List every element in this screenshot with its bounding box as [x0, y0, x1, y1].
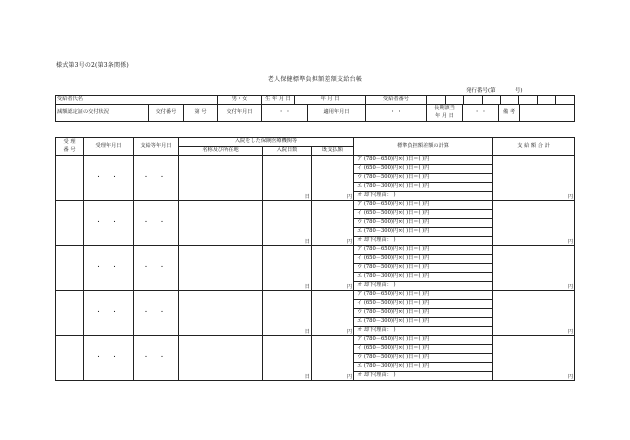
recipient-header-table — [55, 95, 575, 122]
hospital-group-header: 入院をした保険医療機関等 — [179, 138, 354, 147]
accept-date-header: 受理年月日 — [84, 138, 134, 156]
table-row — [56, 201, 575, 210]
accept-no-header: 受 理 番 号 — [56, 138, 84, 156]
long-term-label-cell: 長期該当 年 月 日 — [427, 105, 463, 122]
header-row-1 — [56, 96, 575, 105]
paid-cell: 円 — [312, 201, 354, 246]
apply-date-label-cell: 適用年月日 — [308, 105, 366, 122]
calc-line: イ (650－500)円×( )日＝( )円 — [354, 165, 493, 174]
remarks-value-cell — [520, 105, 575, 122]
gender-cell: 男・女 — [218, 96, 262, 105]
calc-line: ウ (780－500)円×( )日＝( )円 — [354, 219, 493, 228]
ledger-body — [56, 156, 575, 381]
total-header: 支 給 額 合 計 — [493, 138, 575, 156]
apply-date-value-cell: ・ ・ — [366, 105, 427, 122]
reduce-line: オ 却下(理由： ) — [354, 327, 493, 336]
accept-no-cell — [56, 201, 84, 246]
birth-date-cell: 年 月 日 — [295, 96, 366, 105]
accept-date-cell: ・ ・ — [84, 246, 134, 291]
reduce-line: オ 却下(理由： ) — [354, 372, 493, 381]
payment-ledger-table — [55, 137, 575, 381]
form-id: 様式第3号の2(第3条関係) — [56, 62, 129, 69]
calc-line: ウ (780－500)円×( )日＝( )円 — [354, 174, 493, 183]
birth-label-cell: 生 年 月 日 — [262, 96, 295, 105]
accept-no-cell — [56, 156, 84, 201]
calc-line: イ (650－500)円×( )日＝( )円 — [354, 210, 493, 219]
payment-date-header: 支給等年月日 — [134, 138, 179, 156]
certificate-status-cell: 減額認定証の交付状況 — [56, 105, 149, 122]
accept-no-cell — [56, 291, 84, 336]
accept-no-cell — [56, 246, 84, 291]
calc-line: ア (780－650)円×( )日＝( )円 — [354, 291, 493, 300]
paid-cell: 円 — [312, 156, 354, 201]
days-cell: 日 — [263, 201, 312, 246]
days-header: 入院日数 — [263, 147, 312, 156]
hospital-name-cell — [179, 156, 263, 201]
reduce-line: オ 却下(理由： ) — [354, 192, 493, 201]
total-cell: 円 — [493, 156, 575, 201]
remarks-label-cell: 備 考 — [499, 105, 520, 122]
calc-line: ア (780－650)円×( )日＝( )円 — [354, 246, 493, 255]
table-row — [56, 156, 575, 165]
days-cell: 日 — [263, 291, 312, 336]
calc-line: エ (780－300)円×( )日＝( )円 — [354, 273, 493, 282]
recipient-number-label: 受給者番号 — [366, 96, 427, 105]
issue-number-value-cell: 第 号 — [184, 105, 218, 122]
total-cell: 円 — [493, 291, 575, 336]
table-header-row-1 — [56, 138, 575, 147]
payment-date-cell: ・ ・ — [134, 336, 179, 381]
calc-line: ア (780－650)円×( )日＝( )円 — [354, 156, 493, 165]
calc-line: ア (780－650)円×( )日＝( )円 — [354, 201, 493, 210]
table-row — [56, 291, 575, 300]
calc-line: イ (650－500)円×( )日＝( )円 — [354, 300, 493, 309]
hospital-name-cell — [179, 291, 263, 336]
paid-cell: 円 — [312, 336, 354, 381]
paid-cell: 円 — [312, 246, 354, 291]
recipient-number-boxes — [427, 96, 575, 105]
hospital-name-cell — [179, 246, 263, 291]
days-cell: 日 — [263, 246, 312, 291]
payment-date-cell: ・ ・ — [134, 156, 179, 201]
issue-date-label-cell: 交付年月日 — [218, 105, 262, 122]
calc-header: 標準負担額差額の計算 — [354, 138, 493, 156]
calc-line: エ (780－300)円×( )日＝( )円 — [354, 183, 493, 192]
hospital-name-header: 名称及び所在地 — [179, 147, 263, 156]
table-row — [56, 246, 575, 255]
total-cell: 円 — [493, 246, 575, 291]
issue-number: 発行番号(第 号) — [466, 88, 523, 94]
days-cell: 日 — [263, 336, 312, 381]
total-cell: 円 — [493, 336, 575, 381]
payment-date-cell: ・ ・ — [134, 201, 179, 246]
payment-date-cell: ・ ・ — [134, 291, 179, 336]
calc-line: ウ (780－500)円×( )日＝( )円 — [354, 264, 493, 273]
accept-date-cell: ・ ・ — [84, 336, 134, 381]
payment-date-cell: ・ ・ — [134, 246, 179, 291]
calc-line: エ (780－300)円×( )日＝( )円 — [354, 363, 493, 372]
calc-line: イ (650－500)円×( )日＝( )円 — [354, 345, 493, 354]
paid-cell: 円 — [312, 291, 354, 336]
accept-date-cell: ・ ・ — [84, 156, 134, 201]
total-cell: 円 — [493, 201, 575, 246]
hospital-name-cell — [179, 201, 263, 246]
calc-line: ア (780－650)円×( )日＝( )円 — [354, 336, 493, 345]
calc-line: エ (780－300)円×( )日＝( )円 — [354, 318, 493, 327]
issue-date-value-cell: ・ ・ — [262, 105, 308, 122]
accept-date-cell: ・ ・ — [84, 201, 134, 246]
calc-line: ウ (780－500)円×( )日＝( )円 — [354, 354, 493, 363]
issue-number-label-cell: 交付番号 — [149, 105, 184, 122]
calc-line: イ (650－500)円×( )日＝( )円 — [354, 255, 493, 264]
paid-header: 既支払額 — [312, 147, 354, 156]
accept-date-cell: ・ ・ — [84, 291, 134, 336]
recipient-name-cell: 受給者氏名 — [56, 96, 218, 105]
hospital-name-cell — [179, 336, 263, 381]
long-term-value-cell: ・ ・ — [463, 105, 499, 122]
header-row-2 — [56, 105, 575, 122]
calc-line: エ (780－300)円×( )日＝( )円 — [354, 228, 493, 237]
document-title: 老人保健標準負担額差額支給台帳 — [267, 76, 363, 83]
calc-line: ウ (780－500)円×( )日＝( )円 — [354, 309, 493, 318]
days-cell: 日 — [263, 156, 312, 201]
reduce-line: オ 却下(理由： ) — [354, 282, 493, 291]
table-row — [56, 336, 575, 345]
accept-no-cell — [56, 336, 84, 381]
reduce-line: オ 却下(理由： ) — [354, 237, 493, 246]
